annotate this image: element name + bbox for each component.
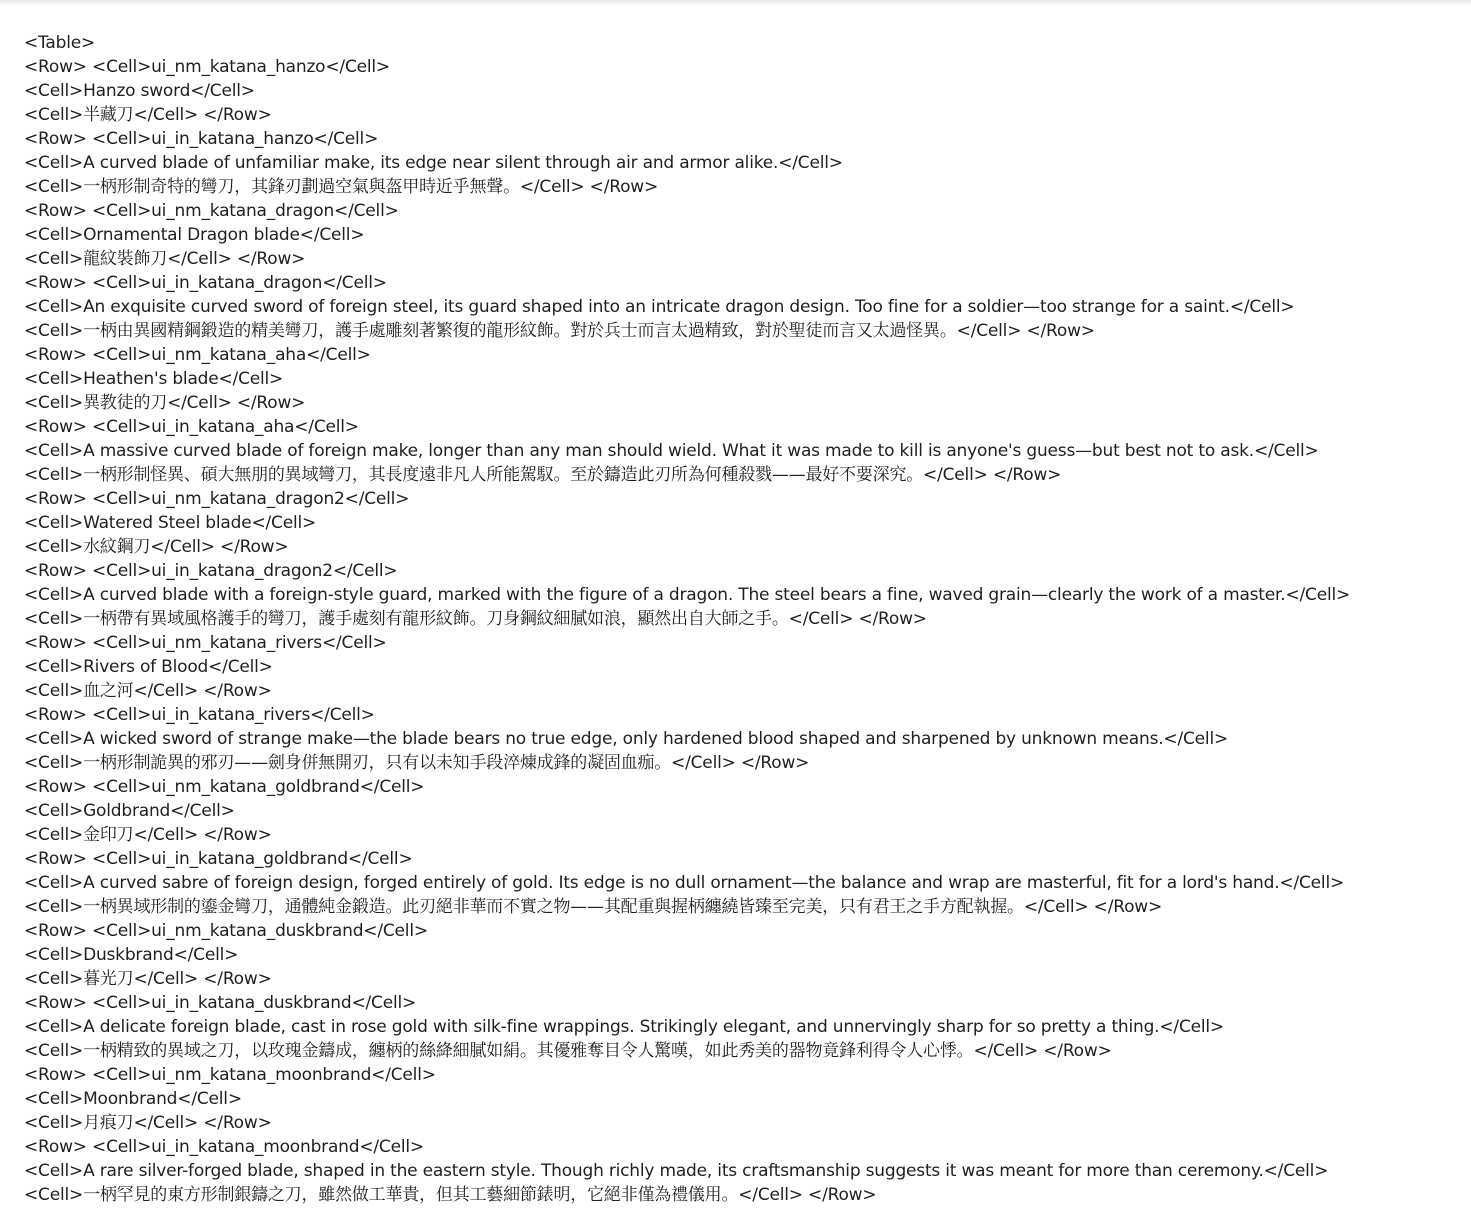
text-line: <Cell>一柄異域形制的鎏金彎刀，通體純金鍛造。此刃絕非華而不實之物——其配重與握柄纏繞皆臻至完美，只有君王之手方配執握。</Cell> </Row> [24, 897, 1163, 917]
text-line: <Row> <Cell>ui_in_katana_rivers</Cell> [24, 705, 375, 725]
text-line: <Row> <Cell>ui_in_katana_moonbrand</Cell> [24, 1137, 424, 1157]
text-line: <Cell>A massive curved blade of foreign make, longer than any man should wield. What it was made to kill is anyone's guess—but best not to ask.</Cell> [24, 441, 1319, 461]
text-line: <Cell>A curved blade of unfamiliar make, its edge near silent through air and armor alike.</Cell> [24, 153, 843, 173]
text-line: <Row> <Cell>ui_in_katana_goldbrand</Cell> [24, 849, 413, 869]
text-line: <Cell>Ornamental Dragon blade</Cell> [24, 225, 365, 245]
text-line: <Cell>Rivers of Blood</Cell> [24, 657, 273, 677]
text-line: <Cell>Moonbrand</Cell> [24, 1089, 242, 1109]
text-line: <Row> <Cell>ui_in_katana_duskbrand</Cell> [24, 993, 417, 1013]
text-line: <Row> <Cell>ui_in_katana_aha</Cell> [24, 417, 359, 437]
text-document[interactable] [24, 31, 1464, 1207]
text-line: <Cell>A curved blade with a foreign-style guard, marked with the figure of a dragon. The steel bears a fine, waved grain—clearly the work of a master.</Cell> [24, 585, 1351, 605]
text-line: <Cell>Goldbrand</Cell> [24, 801, 235, 821]
text-line: <Cell>A rare silver-forged blade, shaped in the eastern style. Though richly made, its craftsmanship suggests it was meant for more than ceremony.</Cell> [24, 1161, 1329, 1181]
text-line: <Row> <Cell>ui_nm_katana_dragon</Cell> [24, 201, 399, 221]
text-line: <Row> <Cell>ui_nm_katana_hanzo</Cell> [24, 57, 390, 77]
text-line: <Row> <Cell>ui_nm_katana_duskbrand</Cell> [24, 921, 428, 941]
text-line: <Row> <Cell>ui_in_katana_dragon2</Cell> [24, 561, 398, 581]
text-line: <Cell>暮光刀</Cell> </Row> [24, 969, 272, 989]
text-line: <Cell>Duskbrand</Cell> [24, 945, 239, 965]
text-line: <Cell>一柄精致的異域之刀，以玫瑰金鑄成，纏柄的絲絳細膩如絹。其優雅奪目令人驚嘆，如此秀美的器物竟鋒利得令人心悸。</Cell> </Row> [24, 1041, 1112, 1061]
text-line: <Row> <Cell>ui_in_katana_dragon</Cell> [24, 273, 387, 293]
text-line: <Row> <Cell>ui_nm_katana_dragon2</Cell> [24, 489, 410, 509]
window-top-edge [0, 0, 1471, 6]
text-line: <Cell>異教徒的刀</Cell> </Row> [24, 393, 306, 413]
text-line: <Cell>一柄形制怪異、碩大無朋的異域彎刀，其長度遠非凡人所能駕馭。至於鑄造此刃所為何種殺戮——最好不要深究。</Cell> </Row> [24, 465, 1062, 485]
text-line: <Cell>Heathen's blade</Cell> [24, 369, 284, 389]
text-line: <Cell>一柄由異國精鋼鍛造的精美彎刀，護手處雕刻著繁復的龍形紋飾。對於兵士而言太過精致，對於聖徒而言又太過怪異。</Cell> </Row> [24, 321, 1095, 341]
text-line: <Cell>水紋鋼刀</Cell> </Row> [24, 537, 289, 557]
text-line: <Cell>一柄形制詭異的邪刃——劍身併無開刃，只有以未知手段淬煉成鋒的凝固血痂。</Cell> </Row> [24, 753, 810, 773]
text-line: <Row> <Cell>ui_nm_katana_rivers</Cell> [24, 633, 387, 653]
text-line: <Cell>A curved sabre of foreign design, forged entirely of gold. Its edge is no dull ornament—the balance and wrap are masterful, fit for a lord's hand.</Cell> [24, 873, 1345, 893]
text-line: <Row> <Cell>ui_nm_katana_moonbrand</Cell> [24, 1065, 436, 1085]
text-line: <Row> <Cell>ui_in_katana_hanzo</Cell> [24, 129, 379, 149]
text-line: <Cell>一柄罕見的東方形制銀鑄之刀，雖然做工華貴，但其工藝細節錶明，它絕非僅為禮儀用。</Cell> </Row> [24, 1185, 877, 1205]
text-line: <Cell>血之河</Cell> </Row> [24, 681, 272, 701]
text-line: <Cell>Watered Steel blade</Cell> [24, 513, 317, 533]
text-line: <Cell>An exquisite curved sword of foreign steel, its guard shaped into an intricate dragon design. Too fine for a soldier—too strange for a saint.</Cell> [24, 297, 1295, 317]
text-line: <Cell>一柄帶有異域風格護手的彎刀，護手處刻有龍形紋飾。刀身鋼紋細膩如浪，顯然出自大師之手。</Cell> </Row> [24, 609, 927, 629]
text-line: <Table> [24, 33, 96, 53]
text-line: <Cell>一柄形制奇特的彎刀，其鋒刃劃過空氣與盔甲時近乎無聲。</Cell> </Row> [24, 177, 659, 197]
text-line: <Row> <Cell>ui_nm_katana_aha</Cell> [24, 345, 371, 365]
text-line: <Cell>半藏刀</Cell> </Row> [24, 105, 272, 125]
text-line: <Cell>月痕刀</Cell> </Row> [24, 1113, 272, 1133]
text-line: <Row> <Cell>ui_nm_katana_goldbrand</Cell> [24, 777, 425, 797]
text-line: <Cell>金印刀</Cell> </Row> [24, 825, 272, 845]
text-line: <Cell>龍紋裝飾刀</Cell> </Row> [24, 249, 306, 269]
text-line: <Cell>A wicked sword of strange make—the blade bears no true edge, only hardened blood shaped and sharpened by unknown means.</Cell> [24, 729, 1229, 749]
text-line: <Cell>Hanzo sword</Cell> [24, 81, 255, 101]
text-line: <Cell>A delicate foreign blade, cast in rose gold with silk-fine wrappings. Strikingly elegant, and unnervingly sharp for so pretty a thing.</Cell> [24, 1017, 1224, 1037]
